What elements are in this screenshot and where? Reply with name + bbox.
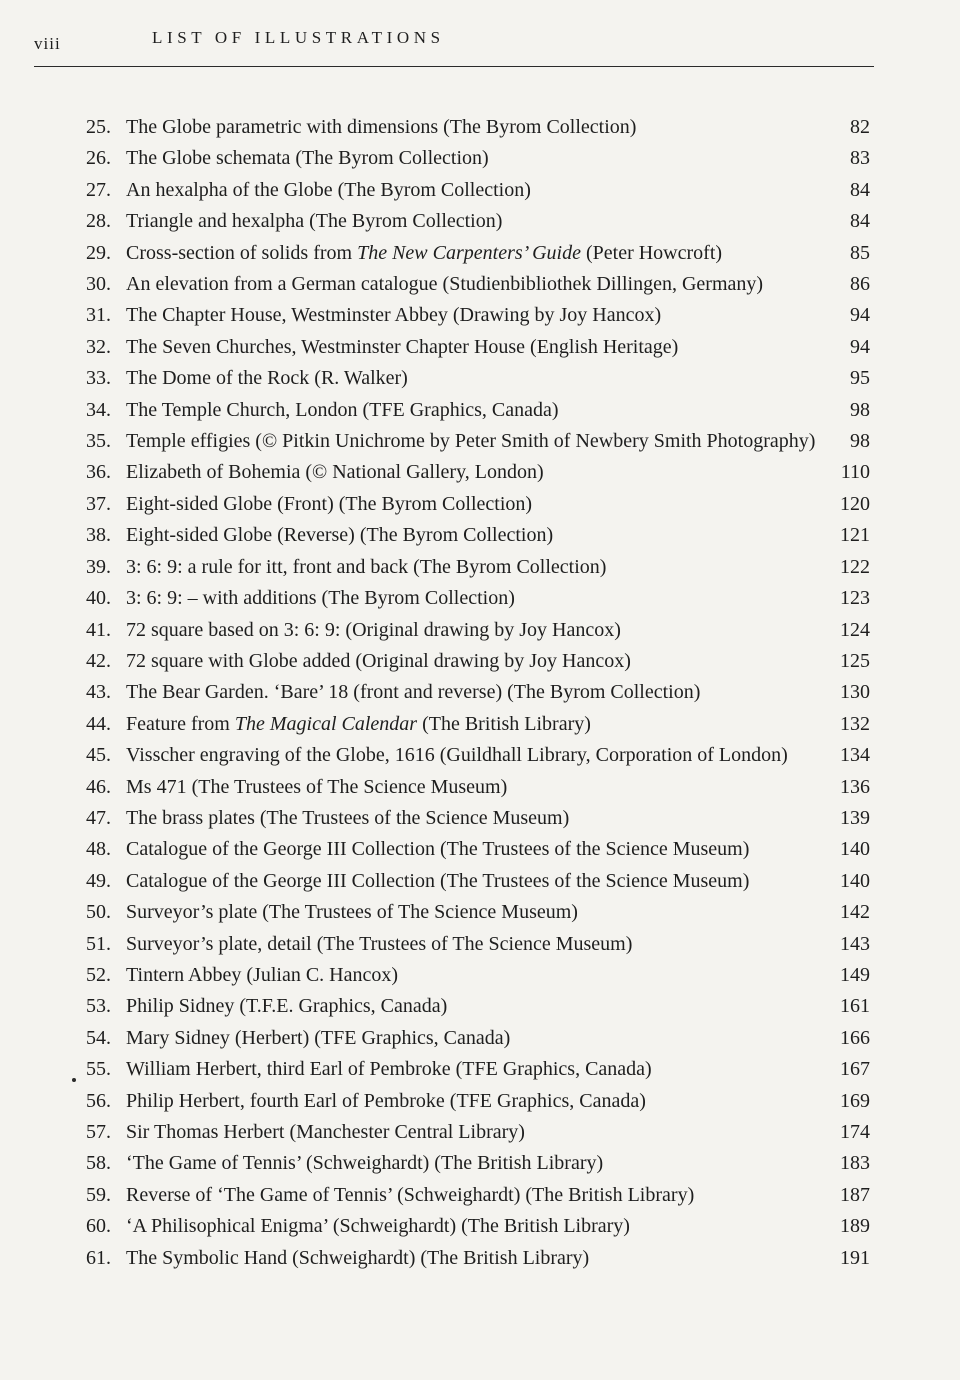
entry-page-number: 183 (840, 1152, 870, 1175)
list-item (86, 175, 876, 206)
caption-text: Cross-section of solids from (126, 241, 358, 264)
entry-page-number: 125 (840, 649, 870, 672)
list-item (86, 772, 876, 803)
page-header (34, 28, 874, 58)
entry-caption: Temple effigies (© Pitkin Unichrome by Peter Smith of Newbery Smith Photography) (126, 430, 816, 453)
entry-page-number: 166 (840, 1026, 870, 1049)
entry-caption: 72 square with Globe added (Original drawing by Joy Hancox) (126, 649, 631, 672)
caption-italic-title: The New Carpenters’ Guide (357, 241, 581, 264)
list-item (86, 552, 876, 583)
entry-page-number: 174 (840, 1121, 870, 1143)
list-item (86, 1211, 876, 1242)
entry-caption: The brass plates (The Trustees of the Science Museum) (126, 806, 570, 829)
entry-caption: The Bear Garden. ‘Bare’ 18 (front and reverse) (The Byrom Collection) (126, 681, 701, 704)
entry-caption: Catalogue of the George III Collection (The Trustees of the Science Museum) (126, 869, 750, 892)
entry-number: 60. (86, 1215, 111, 1238)
entry-caption: The Globe schemata (The Byrom Collection) (126, 147, 489, 170)
entry-number: 49. (86, 869, 111, 892)
entry-page-number: 136 (840, 775, 870, 798)
list-item (86, 709, 876, 740)
list-item (86, 646, 876, 677)
entry-number: 27. (86, 178, 111, 201)
entry-page-number: 122 (840, 555, 870, 578)
entry-caption: Philip Herbert, fourth Earl of Pembroke (TFE Graphics, Canada) (126, 1089, 646, 1112)
list-item (86, 238, 876, 269)
list-item (86, 426, 876, 457)
entry-number: 58. (86, 1152, 111, 1175)
caption-italic-title: The Magical Calendar (234, 712, 418, 735)
list-item (86, 143, 876, 174)
entry-caption: Surveyor’s plate, detail (The Trustees of The Science Museum) (126, 932, 633, 955)
running-title: LIST OF ILLUSTRATIONS (152, 28, 445, 47)
entry-page-number: 139 (840, 806, 870, 829)
folio-number: viii (34, 34, 61, 53)
entry-page-number: 83 (850, 147, 870, 170)
entry-caption (126, 238, 876, 269)
entry-caption: Elizabeth of Bohemia (© National Gallery, London) (126, 461, 544, 484)
entry-page-number: 84 (850, 178, 870, 201)
list-item (86, 960, 876, 991)
entry-page-number: 82 (850, 116, 870, 138)
list-item (86, 1023, 876, 1054)
entry-caption: The Chapter House, Westminster Abbey (Drawing by Joy Hancox) (126, 304, 662, 327)
entry-number: 50. (86, 901, 111, 924)
entry-caption: Reverse of ‘The Game of Tennis’ (Schweighardt) (The British Library) (126, 1183, 695, 1206)
caption-text: Feature from (126, 712, 235, 735)
entry-page-number: 94 (850, 335, 870, 358)
entry-caption: Surveyor’s plate (The Trustees of The Science Museum) (126, 901, 578, 924)
entry-number: 57. (86, 1121, 111, 1143)
entry-caption: Philip Sidney (T.F.E. Graphics, Canada) (126, 995, 448, 1018)
list-item (86, 615, 876, 646)
entry-caption: Sir Thomas Herbert (Manchester Central Library) (126, 1121, 525, 1143)
entry-number: 56. (86, 1089, 111, 1112)
entry-number: 55. (86, 1058, 111, 1081)
entry-caption (126, 709, 876, 740)
entry-number: 37. (86, 492, 111, 515)
entry-number: 46. (86, 775, 111, 798)
entry-page-number: 120 (840, 492, 870, 515)
entry-page-number: 143 (840, 932, 870, 955)
entry-number: 61. (86, 1246, 111, 1269)
list-item (86, 332, 876, 363)
list-item (86, 300, 876, 331)
entry-caption: Tintern Abbey (Julian C. Hancox) (126, 963, 399, 986)
list-item (86, 457, 876, 488)
entry-page-number: 132 (840, 712, 870, 735)
entry-page-number: 140 (840, 869, 870, 892)
entry-page-number: 98 (850, 430, 870, 453)
list-item (86, 991, 876, 1022)
entry-number: 28. (86, 210, 111, 233)
entry-caption: The Seven Churches, Westminster Chapter House (English Heritage) (126, 335, 679, 358)
entry-page-number: 123 (840, 587, 870, 610)
entry-number: 36. (86, 461, 111, 484)
entry-caption: Catalogue of the George III Collection (The Trustees of the Science Museum) (126, 838, 750, 861)
entry-number: 33. (86, 367, 111, 390)
list-item (86, 112, 876, 143)
entry-caption: An elevation from a German catalogue (Studienbibliothek Dillingen, Germany) (126, 273, 764, 296)
entry-page-number: 84 (850, 210, 870, 233)
entry-caption: Triangle and hexalpha (The Byrom Collection) (126, 210, 503, 233)
list-item (86, 206, 876, 237)
list-item (86, 1054, 876, 1085)
list-item (86, 395, 876, 426)
illustration-list (86, 112, 876, 1274)
entry-number: 32. (86, 335, 111, 358)
list-item (86, 1180, 876, 1211)
list-item (86, 1148, 876, 1179)
entry-page-number: 124 (840, 618, 870, 641)
entry-caption: 3: 6: 9: – with additions (The Byrom Collection) (126, 587, 515, 610)
entry-number: 45. (86, 744, 111, 767)
entry-page-number: 189 (840, 1215, 870, 1238)
entry-caption: Eight-sided Globe (Reverse) (The Byrom Collection) (126, 524, 554, 547)
entry-caption: 72 square based on 3: 6: 9: (Original drawing by Joy Hancox) (126, 618, 621, 641)
entry-number: 42. (86, 649, 111, 672)
entry-number: 53. (86, 995, 111, 1018)
entry-number: 48. (86, 838, 111, 861)
entry-caption: Visscher engraving of the Globe, 1616 (Guildhall Library, Corporation of London) (126, 744, 788, 767)
entry-number: 25. (86, 116, 111, 138)
list-item (86, 269, 876, 300)
entry-page-number: 95 (850, 367, 870, 390)
entry-page-number: 98 (850, 398, 870, 421)
entry-number: 34. (86, 398, 111, 421)
entry-caption: Ms 471 (The Trustees of The Science Museum) (126, 775, 508, 798)
entry-caption: The Dome of the Rock (R. Walker) (126, 367, 408, 390)
list-item (86, 929, 876, 960)
list-item (86, 489, 876, 520)
list-item (86, 677, 876, 708)
entry-page-number: 169 (840, 1089, 870, 1112)
list-item (86, 1243, 876, 1274)
entry-caption: The Globe parametric with dimensions (The Byrom Collection) (126, 116, 637, 138)
entry-number: 26. (86, 147, 111, 170)
list-item (86, 1086, 876, 1117)
entry-caption: ‘The Game of Tennis’ (Schweighardt) (The British Library) (126, 1152, 604, 1175)
caption-text: (The British Library) (417, 712, 591, 735)
entry-caption: Mary Sidney (Herbert) (TFE Graphics, Canada) (126, 1026, 511, 1049)
list-item (86, 866, 876, 897)
entry-number: 29. (86, 241, 111, 264)
list-item (86, 520, 876, 551)
entry-number: 54. (86, 1026, 111, 1049)
entry-caption: ‘A Philisophical Enigma’ (Schweighardt) (The British Library) (126, 1215, 630, 1238)
entry-number: 43. (86, 681, 111, 704)
entry-number: 44. (86, 712, 111, 735)
entry-page-number: 85 (850, 241, 870, 264)
entry-page-number: 142 (840, 901, 870, 924)
entry-number: 40. (86, 587, 111, 610)
entry-caption: The Symbolic Hand (Schweighardt) (The British Library) (126, 1246, 590, 1269)
entry-page-number: 149 (840, 963, 870, 986)
entry-caption: 3: 6: 9: a rule for itt, front and back (The Byrom Collection) (126, 555, 607, 578)
caption-text: (Peter Howcroft) (580, 241, 723, 264)
header-rule (34, 66, 874, 67)
entry-caption: The Temple Church, London (TFE Graphics, Canada) (126, 398, 559, 421)
list-item (86, 897, 876, 928)
entry-caption: William Herbert, third Earl of Pembroke (TFE Graphics, Canada) (126, 1058, 652, 1081)
entry-page-number: 121 (840, 524, 870, 547)
entry-page-number: 140 (840, 838, 870, 861)
entry-number: 38. (86, 524, 111, 547)
entry-number: 47. (86, 806, 111, 829)
entry-page-number: 167 (840, 1058, 870, 1081)
entry-number: 51. (86, 932, 111, 955)
entry-page-number: 130 (840, 681, 870, 704)
entry-page-number: 86 (850, 273, 870, 296)
entry-number: 31. (86, 304, 111, 327)
list-item (86, 363, 876, 394)
entry-page-number: 187 (840, 1183, 870, 1206)
list-item (86, 834, 876, 865)
entry-number: 30. (86, 273, 111, 296)
entry-number: 41. (86, 618, 111, 641)
ink-speck (72, 1078, 76, 1082)
entry-page-number: 161 (840, 995, 870, 1018)
list-item (86, 740, 876, 771)
list-item (86, 803, 876, 834)
entry-caption: An hexalpha of the Globe (The Byrom Collection) (126, 178, 531, 201)
entry-page-number: 94 (850, 304, 870, 327)
entry-number: 52. (86, 963, 111, 986)
entry-number: 35. (86, 430, 111, 453)
entry-page-number: 134 (840, 744, 870, 767)
entry-caption: Eight-sided Globe (Front) (The Byrom Collection) (126, 492, 533, 515)
entry-page-number: 191 (840, 1246, 870, 1269)
entry-page-number: 110 (840, 461, 870, 484)
list-item (86, 583, 876, 614)
list-item (86, 1117, 876, 1148)
entry-number: 39. (86, 555, 111, 578)
entry-number: 59. (86, 1183, 111, 1206)
